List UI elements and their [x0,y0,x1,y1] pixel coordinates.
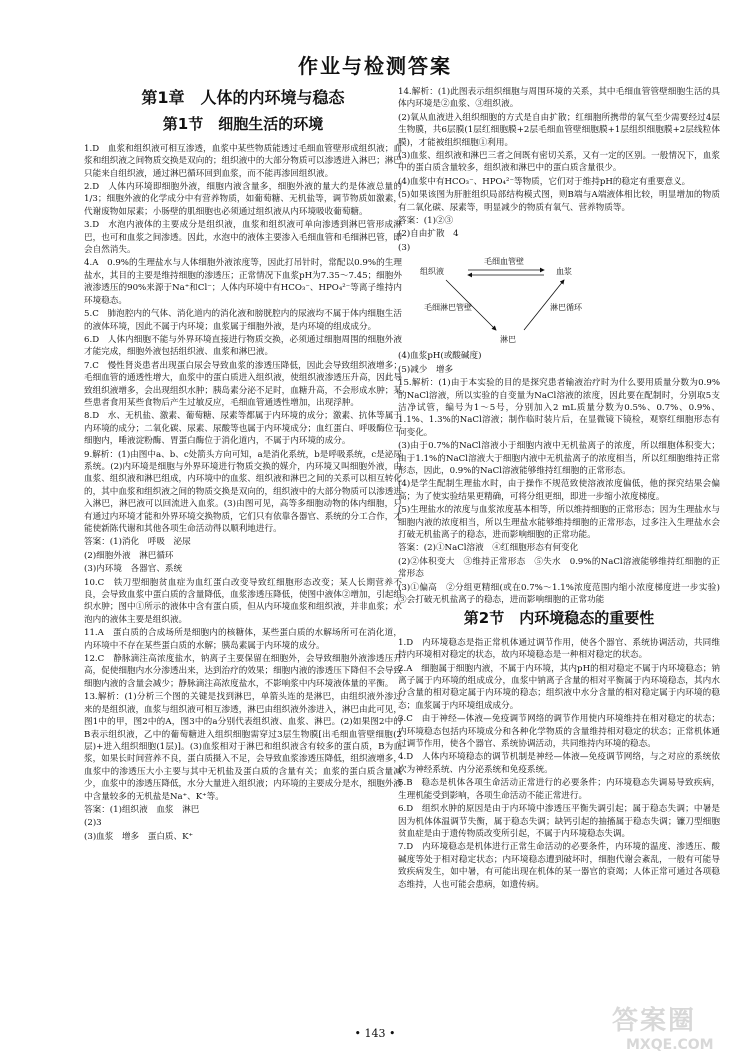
answer-paragraph: 5.B 稳态是机体各项生命活动正常进行的必要条件；内环境稳态失调易导致疾病，生理机能受到影响，各项生命活动不能正常进行。 [398,778,720,801]
answer-paragraph: (3)内环境 各器官、系统 [84,564,183,575]
answer-paragraph: 5.C 肺泡腔内的气体、消化道内的消化液和膀胱腔内的尿液均不属于体内细胞生活的液体环境，因此不属于内环境；血浆属于细胞外液，是内环境的组成成分。 [84,309,402,332]
answer-paragraph: 7.D 内环境稳态是机体进行正常生命活动的必要条件，内环境的温度、渗透压、酸碱度等处于相对稳定状态；内环境稳态遭到破坏时，细胞代谢会紊乱，一般有可能导致疾病发生，如中暑，有可能出现在机体的某一器官的衰竭；人体正常可通过各项稳态维持，人也可能会患病，如遗传病。 [398,842,720,890]
watermark-line1: 答案圈 [612,1006,697,1036]
right-answers-part2 [398,350,729,606]
answer-paragraph: 4.A 0.9%的生理盐水与人体细胞外液浓度等，因此打吊针时，常配以0.9%的生理盐水，其目的主要是维持细胞的渗透压；正常情况下血浆pH为7.35～7.45；细胞外液渗透压的90%来源于Na⁺和Cl⁻；人体内环境中有HCO₃⁻、HPO₄²⁻等离子维持内环境稳态。 [84,258,402,306]
answer-paragraph: 3.C 由于神经—体液—免疫调节网络的调节作用使内环境维持在相对稳定的状态；内环境稳态包括内环境成分和各种化学物质的含量维持相对稳定的状态；正常机体通过调节作用，使各个器官、系统协调活动，共同维持内环境的稳态。 [398,714,720,750]
answer-paragraph: (3)①偏高 ②分组更精细(或在0.7%～1.1%浓度范围内缩小浓度梯度进一步实验) ③会打破无机盐离子的稳态，进而影响细胞的正常功能 [398,582,729,605]
answer-paragraph: (3) [398,242,411,253]
watermark-line2: MXQE.COM [626,1037,714,1053]
page-title: 作业与检测答案 [298,54,452,78]
answer-paragraph: (2)3 [84,818,102,829]
answer-paragraph: 7.C 慢性肾炎患者出现蛋白尿会导致血浆的渗透压降低，因此会导致组织液增多；毛细血管的通透性增大，血浆中的蛋白质进入组织液，使组织液渗透压升高，因此导致组织液增多，会出现组织水肿；胰岛素分泌不足时，血糖升高，不会形成水肿；某些患者食用某些食物后产生过敏反应，毛细血管通透性增加，出现浮肿。 [84,360,402,408]
answer-paragraph: (2)细胞外液 淋巴循环 [84,550,174,561]
edge-capillary-lymph: 毛细淋巴管壁 [424,303,472,313]
answer-paragraph: (4)血浆中有HCO₃⁻、HPO₄²⁻等物质，它们对于维持pH的稳定有重要意义。 [398,176,691,187]
answer-paragraph: 2.D 人体内环境即细胞外液，细胞内液含量多，细胞外液的量大约是体液总量的1/3；细胞外液的化学成分中有营养物质，如葡萄糖、无机盐等，调节物质如激素，代谢废物如尿素；小肠壁的肌细胞也必须通过组织液从内环境吸收葡萄糖。 [84,182,402,217]
answer-paragraph: 11.A 蛋白质的合成场所是细胞内的核糖体，某些蛋白质的水解场所可在消化道，内环境中不存在某些蛋白质的水解；胰岛素属于内环境的成分。 [84,628,402,651]
node-tissue-fluid: 组织液 [420,267,444,277]
edge-lymph-circulation: 淋巴循环 [550,303,582,313]
fluid-relationship-diagram [416,256,616,348]
answer-paragraph: (2)氧从血液进入组织细胞的方式是自由扩散；红细胞所携带的氧气至少需要经过4层生物膜，共6层膜(1层红细胞膜+2层毛细血管壁细胞膜+1层组织细胞膜+2层线粒体膜)，才能被组织细胞①利用。 [398,112,720,148]
answer-paragraph: 8.D 水、无机盐、激素、葡萄糖、尿素等都属于内环境的成分；激素、抗体等属于内环境的成分；二氧化碳、尿素、尿酸等也属于内环境成分；血红蛋白、呼吸酶位于细胞内，唾液淀粉酶、胃蛋白酶位于消化道内，不属于内环境的成分。 [84,411,402,447]
left-column [84,86,402,844]
answer-paragraph: (3)血浆 增多 蛋白质、K⁺ [84,831,194,842]
right-answers-section2 [398,637,720,891]
answer-paragraph: 答案：(1)②③ [398,216,454,227]
answer-paragraph: 6.D 组织水肿的原因是由于内环境中渗透压平衡失调引起；属于稳态失调；中暑是因为机体体温调节失衡，属于稳态失调；缺钙引起的抽搐属于稳态失调；镰刀型细胞贫血症是由于遗传物质改变所引起，不属于内环境稳态失调。 [398,804,720,839]
chapter-title: 第1章 人体的内环境与稳态 [141,88,345,107]
answer-paragraph: (3)由于0.7%的NaCl溶液小于细胞内液中无机盐离子的浓度，所以细胞体积变大；由于1.1%的NaCl溶液大于细胞内液中无机盐离子的浓度相当，所以红细胞维持正常形态，因此，0.9%的NaCl溶液能够维持红细胞的正常形态。 [398,441,720,476]
answer-paragraph: 2.A 细胞属于细胞内液，不属于内环境，其内pH的相对稳定不属于内环境稳态；钠离子属于内环境的组成成分，血浆中钠离子含量的相对平衡属于内环境稳态，其内水分含量的相对稳定属于内环境的稳态；组织液中水分含量的相对稳定属于内环境的稳态；血浆属于内环境组成成分。 [398,663,720,711]
answer-paragraph: 答案：(1)消化 呼吸 泌尿 [84,537,191,548]
answer-paragraph: 1.D 内环境稳态是指正常机体通过调节作用，使各个器官、系统协调活动，共同维持内环境相对稳定的状态，故内环境稳态是一种相对稳定的状态。 [398,637,720,661]
section-1-title: 第1节 细胞生活的环境 [162,115,324,134]
answer-paragraph: (3)血浆、组织液和淋巴三者之间既有密切关系，又有一定的区别。一般情况下，血浆中的蛋白质含量较多，组织液和淋巴中的蛋白质含量很少。 [398,151,720,174]
answer-paragraph: (2)自由扩散 4 [398,229,459,240]
right-answers-part1 [398,86,720,254]
answer-paragraph: 13.解析：(1)分析三个图的关键是找到淋巴，单箭头连的是淋巴，由组织液外渗过来的是组织液，血浆与组织液可相互渗透，淋巴由组织液外渗进入，淋巴由此可见，图1中的甲，图2中的A，图3中的a分别代表组织液、血浆、淋巴。(2)如果图2中的B表示组织液，乙中的葡萄糖进入组织细胞需穿过3层生物膜[出毛细血管壁细胞(2层)+进入组织细胞(1层)]。(3)血浆相对于淋巴和组织液含有较多的蛋白质，B为血浆，如果长时间营养不良，蛋白质摄入不足，会导致血浆渗透压降低，组织液增多，血浆中的渗透压大小主要与其中无机盐及蛋白质的含量有关；血浆的蛋白质含量减少，血浆中的渗透压降低，水分大量进入组织液；内环境的主要成分是水，细胞外液中含量较多的无机盐是Na⁺、K⁺等。 [84,692,402,802]
left-answers [84,143,402,843]
right-column [398,86,729,892]
answer-paragraph: 6.D 人体内细胞不能与外界环境直接进行物质交换，必须通过细胞周围的细胞外液才能完成，细胞外液包括组织液、血浆和淋巴液。 [84,334,402,358]
answer-paragraph: (4)是学生配制生理盐水时，由于操作不规范致使溶液浓度偏低，他的探究结果会偏高；为了使实验结果更精确，可将分组更细，即进一步缩小浓度梯度。 [398,479,720,502]
answer-paragraph: (5)如果该图为肝脏组织局部结构模式图，则B端与A端液体相比较，明显增加的物质有二氧化碳、尿素等，明显减少的物质有氧气、营养物质等。 [398,190,720,213]
section-2-title: 第2节 内环境稳态的重要性 [463,609,655,628]
answer-paragraph: 10.C 铁刀型细胞贫血症为血红蛋白改变导致红细胞形态改变；某人长期营养不良，会导致血浆中蛋白质的含量降低，血浆渗透压降低，使图中液体②增加，引起组织水肿；图中①所示的液体中含有蛋白质，但从内环境血浆和组织液，并非血浆；水泡内的液体主要是组织液。 [84,577,402,625]
answer-paragraph: (4)血浆pH(或酸碱度) [398,351,482,362]
answer-paragraph: 15.解析：(1)由于本实验的目的是探究患者输液治疗时为什么要用质量分数为0.9%的NaCl溶液，所以实验的自变量为NaCl溶液的浓度，因此要在配制时，分别取5支洁净试管，编号为1～5号，分别加入2 mL质量分数为0.5%、0.7%、0.9%、1.1%、1.3%的NaCl溶液；制作临时装片后，在显微镜下镜检，观察红细胞形态有何变化。 [398,378,720,438]
answer-paragraph: 14.解析：(1)此图表示组织细胞与周围环境的关系，其中毛细血管管壁细胞生活的具体内环境是②血浆、③组织液。 [398,87,720,110]
answer-paragraph: (5)生理盐水的浓度与血浆浓度基本相等，所以维持细胞的正常形态；因为生理盐水与细胞内液的浓度相当，所以生理盐水能够维持细胞的正常形态，过多注入生理盐水会打破无机盐离子的稳态，进而影响细胞的正常功能。 [398,505,720,540]
watermark-logo [612,1000,732,1053]
answer-paragraph: 答案：(1)组织液 血浆 淋巴 [84,804,200,815]
answer-paragraph: 1.D 血浆和组织液可相互渗透，血浆中某些物质能透过毛细血管壁形成组织液；血浆和组织液之间物质交换是双向的；组织液中的大部分物质可以渗透进入淋巴；淋巴只能来自组织液，通过淋巴循环回到血浆，而不能再渗回组织液。 [84,143,402,179]
edge-capillary-wall: 毛细血管壁 [484,257,524,267]
answer-paragraph: (2)②体积变大 ③维持正常形态 ⑤失水 0.9%的NaCl溶液能够维持红细胞的正常形态 [398,556,720,580]
answer-paragraph: 12.C 静脉滴注高浓度盐水，钠离子主要保留在细胞外，会导致细胞外液渗透压升高，促使细胞内水分渗透出来，达到治疗的效果；细胞内液的渗透压下降但不会导致细胞内液的含量会减少；静脉滴注高浓度盐水，不影响浆中内环境液体量的平衡。 [84,654,402,689]
answer-paragraph: 答案：(2)①NaCl溶液 ④红细胞形态有何变化 [398,543,579,554]
answer-paragraph: 4.D 人体内环境稳态的调节机制是神经—体液—免疫调节网络，与之对应的系统依次为神经系统、内分泌系统和免疫系统。 [398,752,720,775]
page-number: • 143 • [354,1027,396,1040]
node-plasma: 血浆 [556,267,572,277]
answer-paragraph: 3.D 水泡内液体的主要成分是组织液，血浆和组织液可单向渗透到淋巴管形成淋巴，也可和血浆之间渗透。因此，水泡中的液体主要渗入毛细血管和毛细淋巴管，即会自然消失。 [84,220,402,256]
answer-paragraph: (5)减少 增多 [398,364,454,375]
node-lymph: 淋巴 [500,335,516,345]
answer-paragraph: 9.解析：(1)由图中a、b、c处箭头方向可知，a是消化系统，b是呼吸系统，c是泌尿系统。(2)内环境是细胞与外界环境进行物质交换的媒介，内环境又叫细胞外液，由血浆、组织液和淋巴组成，内环境中的血浆、组织液和淋巴之间的关系可以相互转化的，其中血浆和组织液之间的物质交换是双向的，组织液中的大部分物质可以渗透进入淋巴，淋巴液可以回流进入血浆。(3)由图可见，高等多细胞动物的体内细胞，只有通过内环境才能和外界环境交换物质，它们只有依靠各器官、系统的分工合作，才能使新陈代谢和其他各项生命活动得以顺利地进行。 [84,449,402,534]
